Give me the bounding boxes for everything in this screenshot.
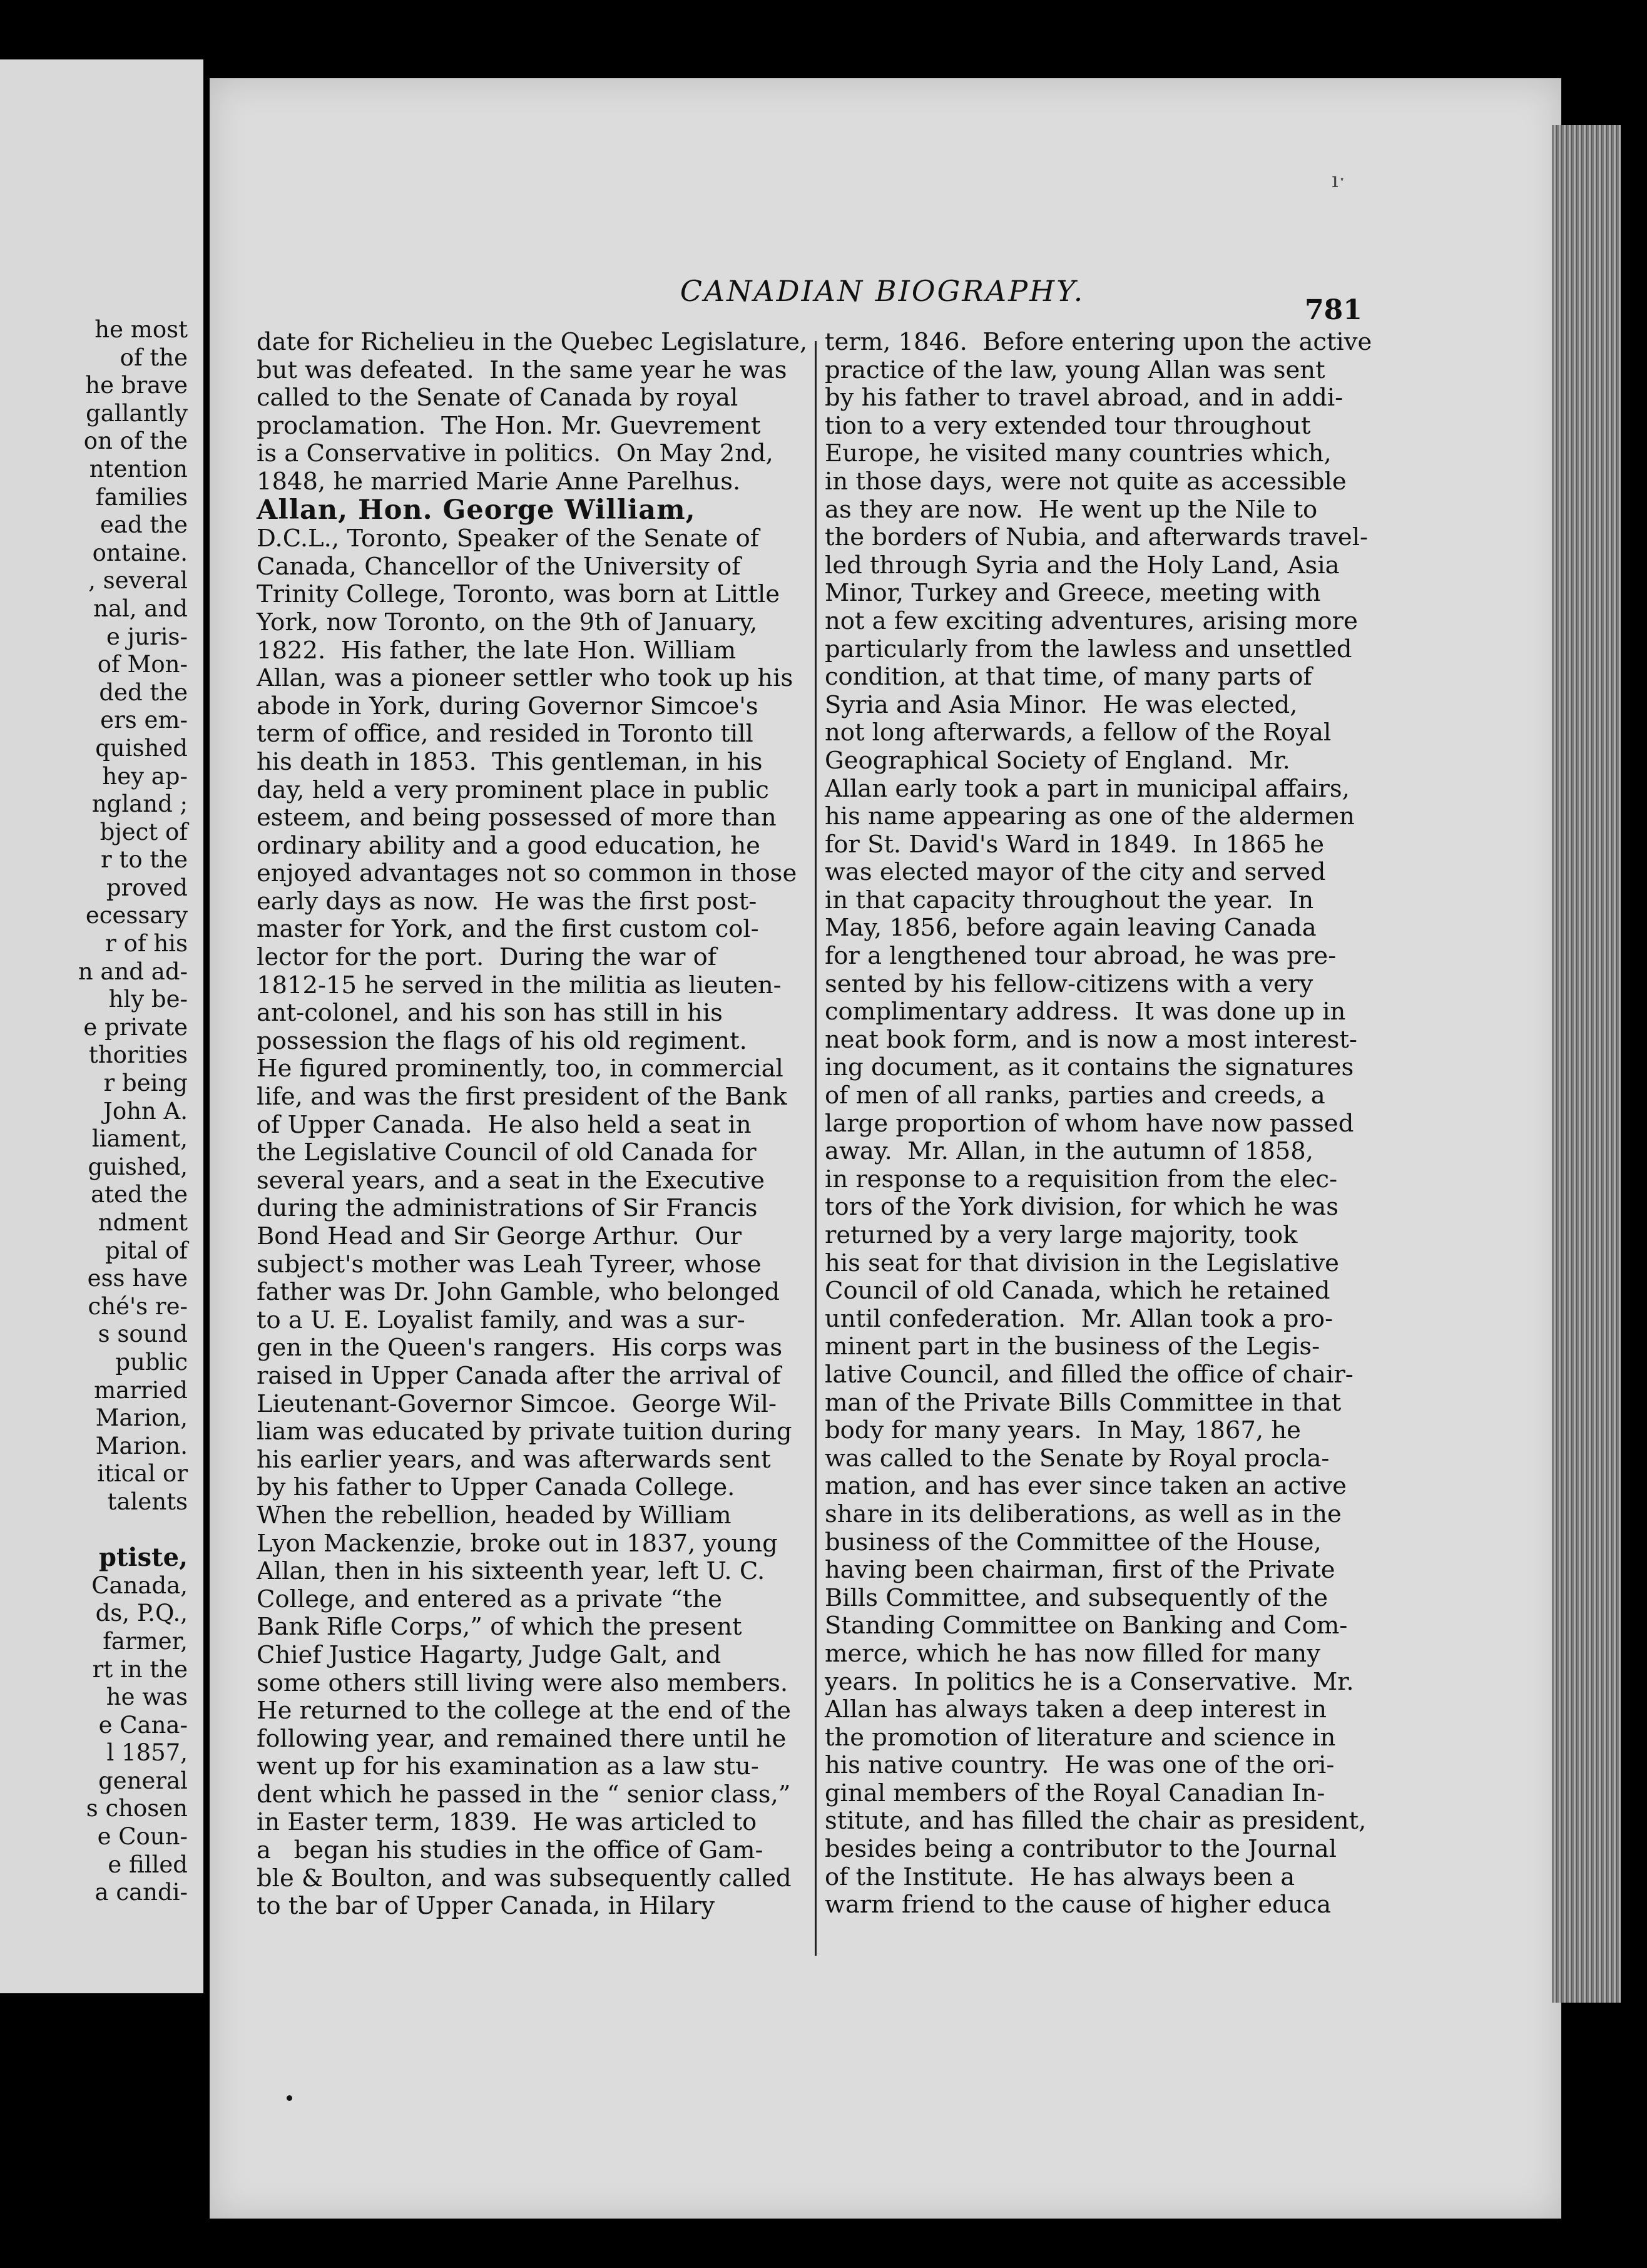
left-fragment-line: ontaine. [92,539,188,566]
left-fragment-line: liament, [91,1125,188,1153]
left-fragment-line: Canada, [91,1571,188,1599]
left-fragment-line: ated the [91,1181,188,1208]
page-number: 781 [1305,294,1362,326]
left-fragment-line: talents [107,1488,188,1515]
page-edge-stack [1552,125,1621,2003]
page-speck [287,2095,292,2101]
left-fragment-line: ds, P.Q., [95,1600,188,1627]
column-intro-text: date for Richelieu in the Quebec Legislature, but was defeated. In the same year he was called to the Senate of Canada by royal proclamation. The Hon. Mr. Guevrement is a Conservative in politics. On May 2nd, 1848, he married Marie Anne Parelhus. [257,328,808,496]
left-fragment-line: hey ap- [102,762,188,790]
left-fragment-line: e Coun- [97,1823,188,1851]
left-fragment-line: s sound [98,1320,188,1348]
left-fragment-line: l 1857, [106,1739,188,1767]
left-fragment-line: bject of [99,818,188,845]
left-fragment-line: families [95,483,188,511]
left-page [0,59,203,1993]
left-fragment-line: r being [103,1070,188,1097]
left-fragment-line: guished, [88,1153,188,1180]
left-fragment-line: public [115,1348,188,1376]
left-fragment-line: r of his [105,930,188,958]
entry-continuation-text: term, 1846. Before entering upon the active practice of the law, young Allan was sent by his father to travel abroad, and in addi- tion to a very extended tour throughout Europe, he visited many countries which, in those days, were not quite as accessible as they are now. He went up the Nile to the borders of Nubia, and afterwards travel- led through Syria and the Holy Land, Asia Minor, Turkey and Greece, meeting with not a few exciting adventures, arising more particularly from the lawless and unsettled condition, at that time, of many parts of Syria and Asia Minor. He was elected, not long afterwards, a fellow of the Royal Geographical Society of England. Mr. Allan early took a part in municipal affairs, his name appearing as one of the aldermen for St. David's Ward in 1849. In 1865 he was elected mayor of the city and served in that capacity throughout the year. In May, 1856, before again leaving Canada for a lengthened tour abroad, he was pre- sented by his fellow-citizens with a very complimentary address. It was done up in neat book form, and is now a most interest- ing document, as it contains the signatures of men of all ranks, parties and creeds, a large proportion of whom have now passed away. Mr. Allan, in the autumn of 1858, in response to a requisition from the elec- tors of the York division, for which he was returned by a very large majority, took his seat for that division in the Legislative Council of old Canada, which he retained until confederation. Mr. Allan took a pro- minent part in the business of the Legis- lative Council, and filled the office of chair- man of the Private Bills Committee in that body for many years. In May, 1867, he was called to the Senate by Royal procla- mation, and has ever since taken an active share in its deliberations, as well as in the business of the Committee of the House, having been chairman, first of the Private Bills Committee, and subsequently of the Standing Committee on Banking and Com- merce, which he has now filled for many years. In politics he is a Conservative. Mr. Allan has always taken a deep interest in the promotion of literature and science in his native country. He was one of the ori- ginal members of the Royal Canadian In- stitute, and has filled the chair as president, besides being a contributor to the Journal of the Institute. He has always been a warm friend to the cause of higher educa [825,328,1372,1919]
left-fragment-line: ngland ; [91,790,188,818]
left-fragment-line: ded the [99,678,188,706]
left-fragment-line: of the [120,344,188,371]
left-fragment-line: Marion. [95,1432,188,1459]
left-column [257,328,808,1921]
left-fragment-line: itical or [97,1460,188,1488]
left-fragment-line: he was [106,1683,188,1711]
left-fragment-line: thorities [88,1041,188,1069]
left-fragment-line: hly be- [108,986,188,1013]
left-fragment-line: ndment [98,1209,188,1236]
left-fragment-line: ess have [87,1265,188,1292]
left-fragment-line: ché's re- [88,1292,188,1320]
left-fragment-line: general [98,1767,188,1794]
left-fragment-line: he most [94,316,188,343]
left-fragment-line: r to the [101,846,188,874]
entry-body-text: D.C.L., Toronto, Speaker of the Senate of Canada, Chancellor of the University of Trinity College, Toronto, was born at Little York, now Toronto, on the 9th of January, 1822. His father, the late Hon. William Allan, was a pioneer settler who took up his abode in York, during Governor Simcoe's term of office, and resided in Toronto till his death in 1853. This gentleman, in his day, held a very prominent place in public esteem, and being possessed of more than ordinary ability and a good education, he enjoyed advantages not so common in those early days as now. He was the first post- master for York, and the first custom col- lector for the port. During the war of 1812-15 he served in the militia as lieuten- ant-colonel, and his son has still in his possession the flags of his old regiment. He figured prominently, too, in commercial life, and was the first president of the Bank of Upper Canada. He also held a seat in the Legislative Council of old Canada for several years, and a seat in the Executive during the administrations of Sir Francis Bond Head and Sir George Arthur. Our subject's mother was Leah Tyreer, whose father was Dr. John Gamble, who belonged to a U. E. Loyalist family, and was a sur- gen in the Queen's rangers. His corps was raised in Upper Canada after the arrival of Lieutenant-Governor Simcoe. George Wil- liam was educated by private tuition during his earlier years, and was afterwards sent by his father to Upper Canada College. When the rebellion, headed by William Lyon Mackenzie, broke out in 1837, young Allan, then in his sixteenth year, left U. C. College, and entered as a private “the Bank Rifle Corps,” of which the present Chief Justice Hagarty, Judge Galt, and some others still living were also members. He returned to the college at the end of the following year, and remained there until he went up for his examination as a law stu- dent which he passed in the “ senior class,” in Easter term, 1839. He was articled to a began his studies in the office of Gam- ble & Boulton, and was subsequently called to the bar of Upper Canada, in Hilary [257,524,797,1921]
left-fragment-line: John A. [103,1097,188,1125]
left-fragment-line: ptiste, [98,1543,188,1573]
left-fragment-line: Marion, [95,1404,188,1432]
left-fragment-line: he brave [85,372,188,399]
right-column [825,328,1372,1919]
column-divider [815,341,817,1956]
left-fragment-line: rt in the [92,1655,188,1683]
entry-heading: Allan, Hon. George William, [257,494,696,526]
corner-mark: ıˑ [1332,168,1346,193]
left-fragment-line: s chosen [86,1795,188,1822]
left-fragment-line: gallantly [86,399,188,427]
left-fragment-line: nal, and [93,595,188,622]
left-fragment-line: e filled [108,1851,188,1878]
left-fragment-line: n and ad- [78,958,188,985]
left-fragment-line: ers em- [100,707,188,734]
left-fragment-line: on of the [83,427,188,455]
left-fragment-line [0,1516,188,1545]
left-fragment-line: of Mon- [97,651,188,678]
left-fragment-line: pital of [105,1237,188,1264]
left-fragment-line: e Cana- [98,1711,188,1739]
left-fragment-line: married [94,1376,188,1404]
left-fragment-line: , several [88,567,188,595]
left-fragment-line: ead the [100,511,188,539]
left-fragment-line: quished [95,734,188,762]
left-fragment-line: e juris- [106,623,188,650]
left-fragment-line: ntention [89,455,188,483]
left-fragment-line: ecessary [85,902,188,929]
left-fragment-line: proved [106,874,188,901]
running-head: CANADIAN BIOGRAPHY. [680,274,1085,308]
left-fragment-line: e private [83,1013,188,1041]
left-fragment-line: a candi- [94,1879,188,1906]
left-page-text [0,316,188,1907]
left-fragment-line: farmer, [103,1627,188,1655]
